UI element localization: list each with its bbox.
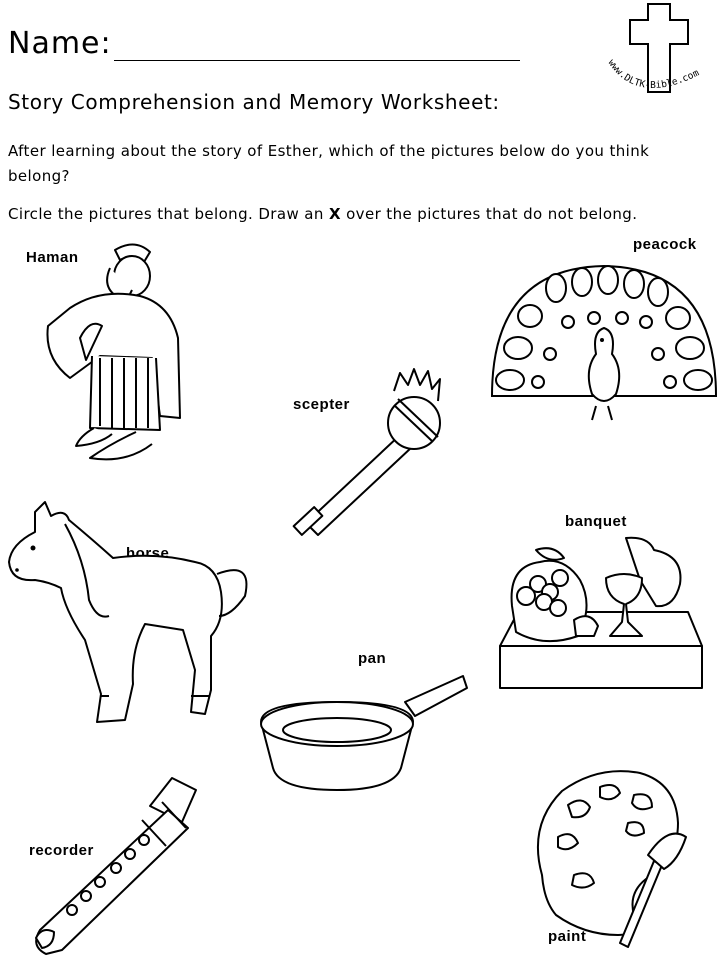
scepter-label: scepter [293,396,350,413]
scepter-picture[interactable] [290,365,450,545]
pan-label: pan [358,650,387,667]
haman-picture[interactable] [40,238,190,466]
watermark-text: www.DLTK-Bible.com [605,57,701,92]
recorder-label: recorder [29,842,94,859]
recorder-picture[interactable] [22,770,202,960]
cross-logo-icon [600,0,720,110]
name-label: Name: [8,26,112,61]
peacock-label: peacock [633,236,697,253]
instruction-2-before: Circle the pictures that belong. Draw an [8,205,329,223]
peacock-picture[interactable] [488,258,720,424]
banquet-label: banquet [565,513,627,530]
name-line[interactable] [114,60,520,61]
haman-label: Haman [26,249,79,266]
instruction-2 [8,205,708,223]
banquet-picture[interactable] [498,536,704,690]
horse-label: horse [126,545,170,562]
horse-picture[interactable] [5,500,250,730]
pan-picture[interactable] [255,672,470,794]
instruction-2-after: over the pictures that do not belong. [340,205,638,223]
worksheet-title: Story Comprehension and Memory Worksheet: [8,90,500,114]
instruction-1: After learning about the story of Esther, which of the pictures below do you think belong? [8,142,650,185]
paint-label: paint [548,928,587,945]
instruction-2-mark: X [328,205,341,223]
paint-picture[interactable] [528,765,690,960]
